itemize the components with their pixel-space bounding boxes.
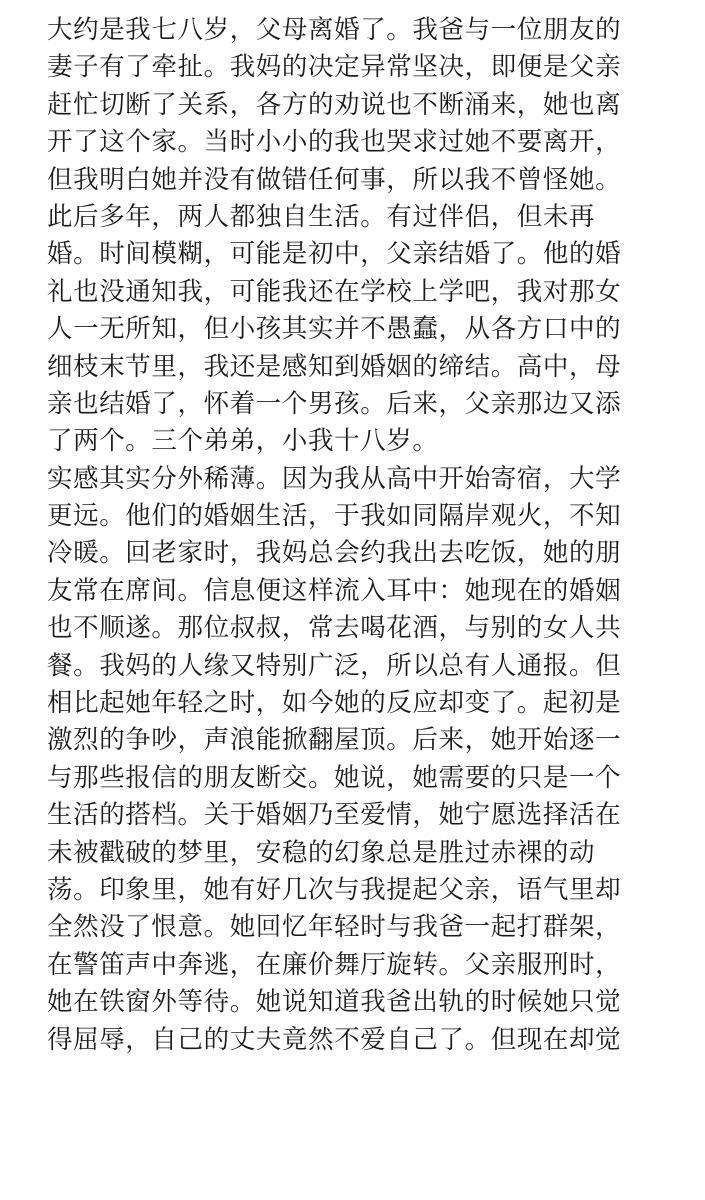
text-line: 开了这个家。当时小小的我也哭求过她不要离开， xyxy=(47,127,622,158)
text-line: 荡。印象里，她有好几次与我提起父亲，语气里却 xyxy=(47,874,622,905)
text-line: 与那些报信的朋友断交。她说，她需要的只是一个 xyxy=(47,762,622,793)
text-line: 此后多年，两人都独自生活。有过伴侣，但未再 xyxy=(47,201,596,232)
text-line: 在警笛声中奔逃，在廉价舞厅旋转。父亲服刑时， xyxy=(47,949,622,980)
text-line: 她在铁窗外等待。她说知道我爸出轨的时候她只觉 xyxy=(47,987,622,1018)
text-line: 未被戳破的梦里，安稳的幻象总是胜过赤裸的动 xyxy=(47,837,596,868)
text-line: 细枝末节里，我还是感知到婚姻的缔结。高中，母 xyxy=(47,351,622,382)
text-line: 生活的搭档。关于婚姻乃至爱情，她宁愿选择活在 xyxy=(47,800,622,831)
text-line: 人一无所知，但小孩其实并不愚蠢，从各方口中的 xyxy=(47,314,622,345)
text-line: 得屈辱，自己的丈夫竟然不爱自己了。但现在却觉 xyxy=(47,1024,622,1055)
text-line: 也不顺遂。那位叔叔，常去喝花酒，与别的女人共 xyxy=(47,613,622,644)
text-line: 激烈的争吵，声浪能掀翻屋顶。后来，她开始逐一 xyxy=(47,725,622,756)
text-line: 友常在席间。信息便这样流入耳中：她现在的婚姻 xyxy=(47,575,622,606)
text-line: 赶忙切断了关系，各方的劝说也不断涌来，她也离 xyxy=(47,89,622,120)
text-line: 全然没了恨意。她回忆年轻时与我爸一起打群架， xyxy=(47,912,622,943)
text-line: 餐。我妈的人缘又特别广泛，所以总有人通报。但 xyxy=(47,650,622,681)
text-line: 更远。他们的婚姻生活，于我如同隔岸观火，不知 xyxy=(47,501,622,532)
text-line: 大约是我七八岁，父母离婚了。我爸与一位朋友的 xyxy=(47,15,622,45)
text-line: 妻子有了牵扯。我妈的决定异常坚决，即便是父亲 xyxy=(47,52,622,83)
article-text xyxy=(47,12,705,1059)
text-line: 亲也结婚了，怀着一个男孩。后来，父亲那边又添 xyxy=(47,388,622,419)
text-line: 婚。时间模糊，可能是初中，父亲结婚了。他的婚 xyxy=(47,239,622,270)
text-line: 相比起她年轻之时，如今她的反应却变了。起初是 xyxy=(47,688,622,719)
text-line: 冷暖。回老家时，我妈总会约我出去吃饭，她的朋 xyxy=(47,538,622,569)
text-line: 礼也没通知我，可能我还在学校上学吧，我对那女 xyxy=(47,276,622,307)
text-line: 但我明白她并没有做错任何事，所以我不曾怪她。 xyxy=(47,164,622,195)
text-line: 实感其实分外稀薄。因为我从高中开始寄宿，大学 xyxy=(47,463,622,494)
text-line: 了两个。三个弟弟，小我十八岁。 xyxy=(47,426,439,457)
